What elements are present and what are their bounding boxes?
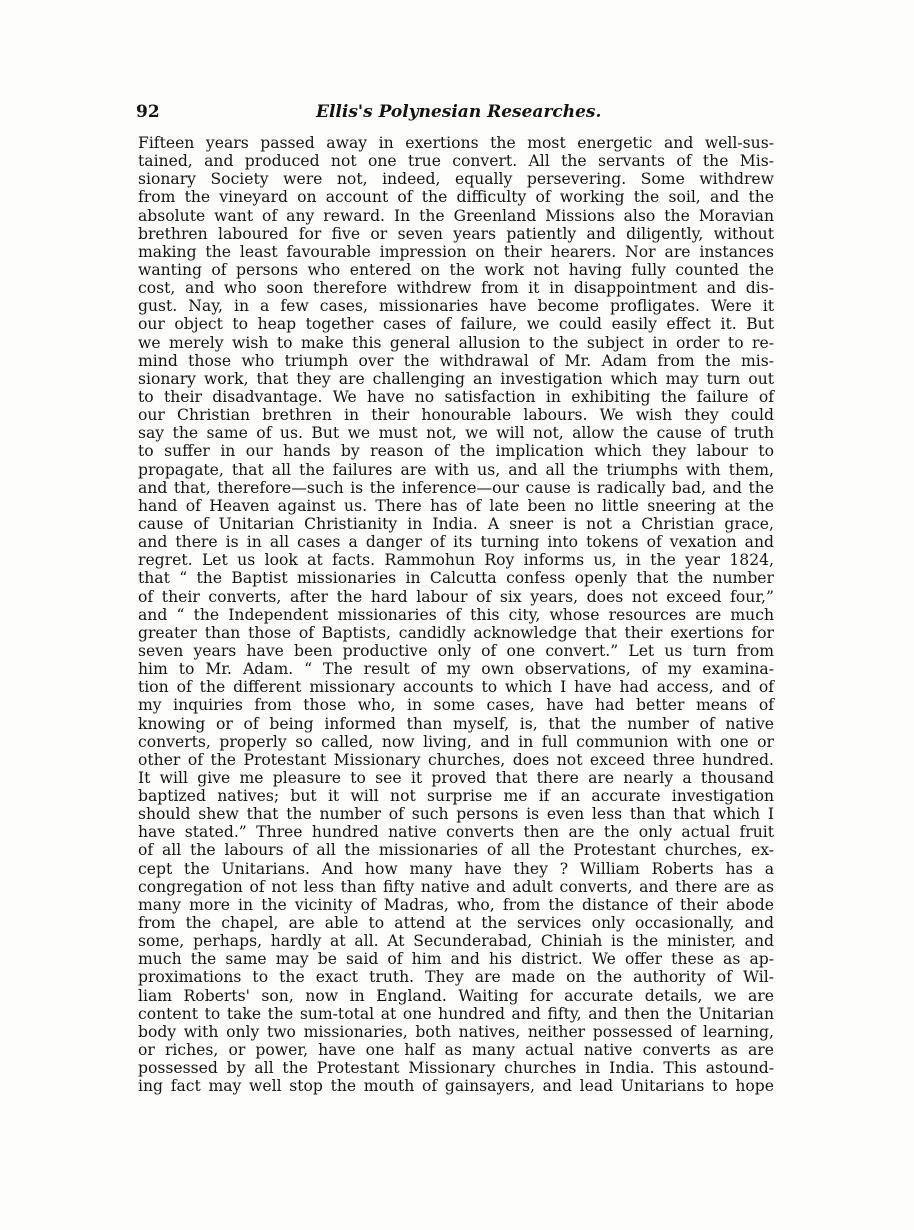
text-line: say the same of us. But we must not, we will not, allow the cause of truth: [138, 424, 774, 443]
text-line: making the least favourable impression on their hearers. Nor are instances: [138, 242, 774, 261]
text-line: sionary work, that they are challenging an investigation which may turn out: [138, 369, 774, 388]
text-line: have stated.” Three hundred native converts then are the only actual fruit: [138, 823, 774, 842]
running-head: Ellis's Polynesian Researches.: [316, 102, 602, 122]
text-line: cause of Unitarian Christianity in India. A sneer is not a Christian grace,: [138, 514, 774, 533]
text-line: tion of the different missionary accounts to which I have had access, and of: [138, 678, 774, 697]
text-line: greater than those of Baptists, candidly acknowledge that their exertions for: [138, 623, 774, 642]
page-number: 92: [136, 102, 160, 122]
text-line: of their converts, after the hard labour of six years, does not exceed four,”: [138, 587, 774, 606]
text-line: wanting of persons who entered on the work not having fully counted the: [138, 260, 774, 279]
text-line: proximations to the exact truth. They are made on the authority of Wil-: [138, 968, 774, 987]
text-line: gust. Nay, in a few cases, missionaries have become profligates. Were it: [138, 297, 774, 316]
text-line: of all the labours of all the missionaries of all the Protestant churches, ex-: [138, 841, 774, 860]
text-line: that “ the Baptist missionaries in Calcutta confess openly that the number: [138, 569, 774, 588]
text-line: ing fact may well stop the mouth of gainsayers, and lead Unitarians to hope: [138, 1077, 774, 1096]
text-line: regret. Let us look at facts. Rammohun Roy informs us, in the year 1824,: [138, 551, 774, 570]
text-line: cost, and who soon therefore withdrew from it in disappointment and dis-: [138, 279, 774, 298]
text-line: tained, and produced not one true convert. All the servants of the Mis-: [138, 152, 774, 171]
text-line: propagate, that all the failures are with us, and all the triumphs with them,: [138, 460, 774, 479]
text-line: liam Roberts' son, now in England. Waiting for accurate details, we are: [138, 986, 774, 1005]
text-line: some, perhaps, hardly at all. At Secunderabad, Chiniah is the minister, and: [138, 932, 774, 951]
text-line: body with only two missionaries, both natives, neither possessed of learning,: [138, 1022, 774, 1041]
text-line: our Christian brethren in their honourable labours. We wish they could: [138, 406, 774, 425]
text-line: our object to heap together cases of failure, we could easily effect it. But: [138, 315, 774, 334]
text-line: much the same may be said of him and his district. We offer these as ap-: [138, 950, 774, 969]
page-header: [136, 100, 776, 128]
text-line: and “ the Independent missionaries of this city, whose resources are much: [138, 605, 774, 624]
text-line: to their disadvantage. We have no satisfaction in exhibiting the failure of: [138, 387, 774, 406]
text-line: absolute want of any reward. In the Greenland Missions also the Moravian: [138, 206, 774, 225]
text-line: cept the Unitarians. And how many have they ? William Roberts has a: [138, 859, 774, 878]
text-line: It will give me pleasure to see it proved that there are nearly a thousand: [138, 768, 774, 787]
text-line: from the vineyard on account of the difficulty of working the soil, and the: [138, 188, 774, 207]
text-line: congregation of not less than fifty native and adult converts, and there are as: [138, 877, 774, 896]
text-line: hand of Heaven against us. There has of late been no little sneering at the: [138, 496, 774, 515]
text-line: him to Mr. Adam. “ The result of my own observations, of my examina-: [138, 660, 774, 679]
text-line: knowing or of being informed than myself, is, that the number of native: [138, 714, 774, 733]
text-line: my inquiries from those who, in some cases, have had better means of: [138, 696, 774, 715]
text-line: we merely wish to make this general allusion to the subject in order to re-: [138, 333, 774, 352]
body-text: [138, 134, 774, 1095]
text-line: other of the Protestant Missionary churches, does not exceed three hundred.: [138, 750, 774, 769]
text-line: from the chapel, are able to attend at the services only occasionally, and: [138, 914, 774, 933]
text-line: mind those who triumph over the withdrawal of Mr. Adam from the mis-: [138, 351, 774, 370]
text-line: possessed by all the Protestant Missionary churches in India. This astound-: [138, 1059, 774, 1078]
text-line: and that, therefore—such is the inference—our cause is radically bad, and the: [138, 478, 774, 497]
text-line: sionary Society were not, indeed, equally persevering. Some withdrew: [138, 170, 774, 189]
text-line: Fifteen years passed away in exertions the most energetic and well-sus-: [138, 134, 774, 152]
text-line: and there is in all cases a danger of its turning into tokens of vexation and: [138, 533, 774, 552]
text-line: converts, properly so called, now living, and in full communion with one or: [138, 732, 774, 751]
text-line: baptized natives; but it will not surprise me if an accurate investigation: [138, 787, 774, 806]
text-line: content to take the sum-total at one hundred and fifty, and then the Unitarian: [138, 1004, 774, 1023]
text-line: brethren laboured for five or seven years patiently and diligently, without: [138, 224, 774, 243]
text-line: or riches, or power, have one half as many actual native converts as are: [138, 1041, 774, 1060]
text-line: should shew that the number of such persons is even less than that which I: [138, 805, 774, 824]
text-line: many more in the vicinity of Madras, who, from the distance of their abode: [138, 895, 774, 914]
text-line: seven years have been productive only of one convert.” Let us turn from: [138, 641, 774, 660]
text-line: to suffer in our hands by reason of the implication which they labour to: [138, 442, 774, 461]
